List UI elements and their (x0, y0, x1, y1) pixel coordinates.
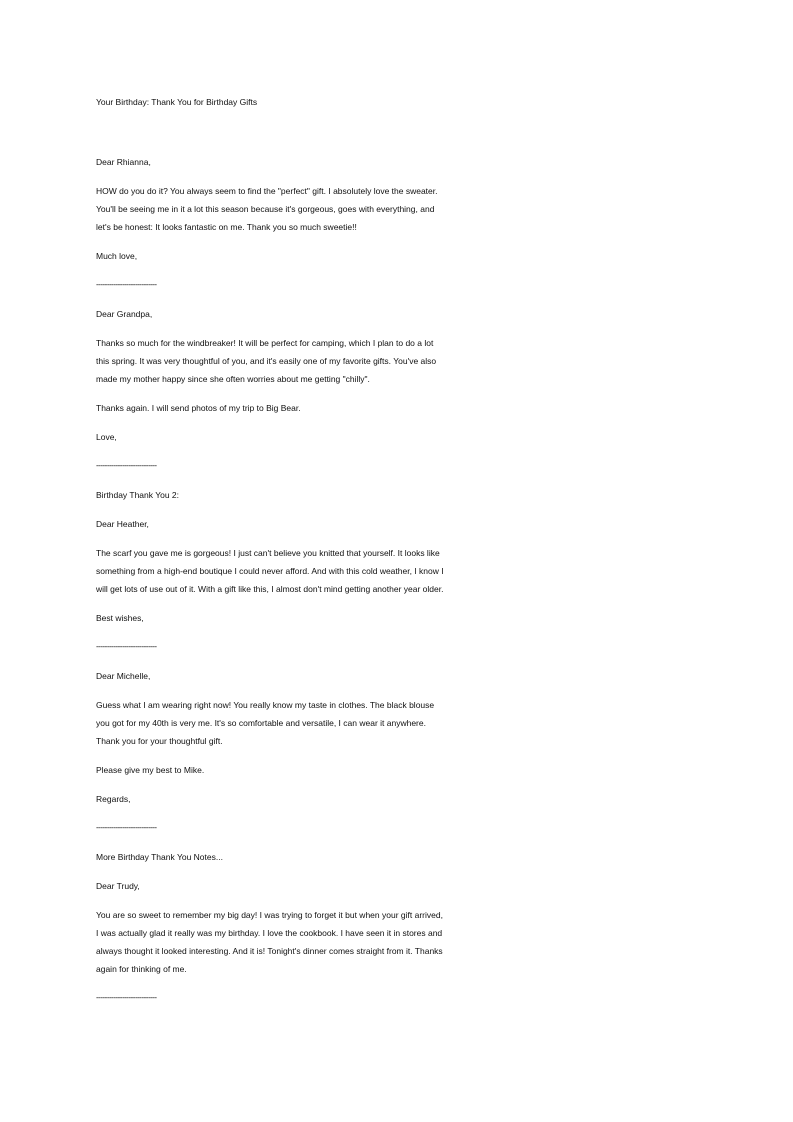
text-line: let's be honest: It looks fantastic on me. Thank you so much sweetie!! (96, 222, 357, 232)
text-line: Please give my best to Mike. (96, 765, 205, 775)
text-line: You'll be seeing me in it a lot this season because it's gorgeous, goes with everything, and (96, 204, 435, 214)
text-line: Thank you for your thoughtful gift. (96, 736, 223, 746)
separator-line: ---------------------------- (96, 993, 157, 1002)
text-line: Dear Michelle, (96, 671, 151, 681)
paragraph (96, 182, 486, 236)
paragraph (96, 399, 486, 417)
text-line: I was actually glad it really was my birthday. I love the cookbook. I have seen it in stores and (96, 928, 443, 938)
paragraph (96, 544, 486, 598)
separator-line: ---------------------------- (96, 642, 157, 651)
paragraph (96, 848, 486, 866)
text-line: Dear Heather, (96, 519, 149, 529)
text-line: Love, (96, 432, 117, 442)
paragraph (96, 334, 486, 388)
text-line: something from a high-end boutique I could never afford. And with this cold weather, I know I (96, 566, 444, 576)
text-line: HOW do you do it? You always seem to find the "perfect" gift. I absolutely love the sweater. (96, 186, 438, 196)
text-line: Much love, (96, 251, 138, 261)
paragraph (96, 153, 486, 171)
separator-line: ---------------------------- (96, 280, 157, 289)
text-line: this spring. It was very thoughtful of you, and it's easily one of my favorite gifts. You've also (96, 356, 437, 366)
text-line: You are so sweet to remember my big day! I was trying to forget it but when your gift arrived, (96, 910, 443, 920)
paragraph (96, 877, 486, 895)
text-line: will get lots of use out of it. With a gift like this, I almost don't mind getting another year older. (96, 584, 444, 594)
text-line: Dear Grandpa, (96, 309, 153, 319)
text-line: Regards, (96, 794, 131, 804)
text-line: The scarf you gave me is gorgeous! I just can't believe you knitted that yourself. It looks like (96, 548, 440, 558)
paragraph (96, 486, 486, 504)
paragraph (96, 790, 486, 808)
text-line: More Birthday Thank You Notes... (96, 852, 223, 862)
paragraph (96, 515, 486, 533)
text-line: again for thinking of me. (96, 964, 187, 974)
separator-line: ---------------------------- (96, 823, 157, 832)
text-line: Dear Rhianna, (96, 157, 151, 167)
paragraph (96, 428, 486, 446)
paragraph (96, 609, 486, 627)
text-line: Guess what I am wearing right now! You really know my taste in clothes. The black blouse (96, 700, 435, 710)
text-line: always thought it looked interesting. And it is! Tonight's dinner comes straight from it. Thanks (96, 946, 443, 956)
paragraph (96, 696, 486, 750)
paragraph (96, 247, 486, 265)
document-body (96, 153, 486, 1018)
paragraph (96, 305, 486, 323)
text-line: made my mother happy since she often worries about me getting "chilly". (96, 374, 370, 384)
paragraph (96, 761, 486, 779)
paragraph (96, 906, 486, 978)
text-line: Birthday Thank You 2: (96, 490, 180, 500)
document-title: Your Birthday: Thank You for Birthday Gifts (96, 97, 258, 107)
text-line: Thanks again. I will send photos of my trip to Big Bear. (96, 403, 301, 413)
paragraph (96, 667, 486, 685)
text-line: Dear Trudy, (96, 881, 140, 891)
separator-line: ---------------------------- (96, 461, 157, 470)
text-line: Thanks so much for the windbreaker! It will be perfect for camping, which I plan to do a lot (96, 338, 434, 348)
text-line: Best wishes, (96, 613, 144, 623)
text-line: you got for my 40th is very me. It's so comfortable and versatile, I can wear it anywhere. (96, 718, 426, 728)
